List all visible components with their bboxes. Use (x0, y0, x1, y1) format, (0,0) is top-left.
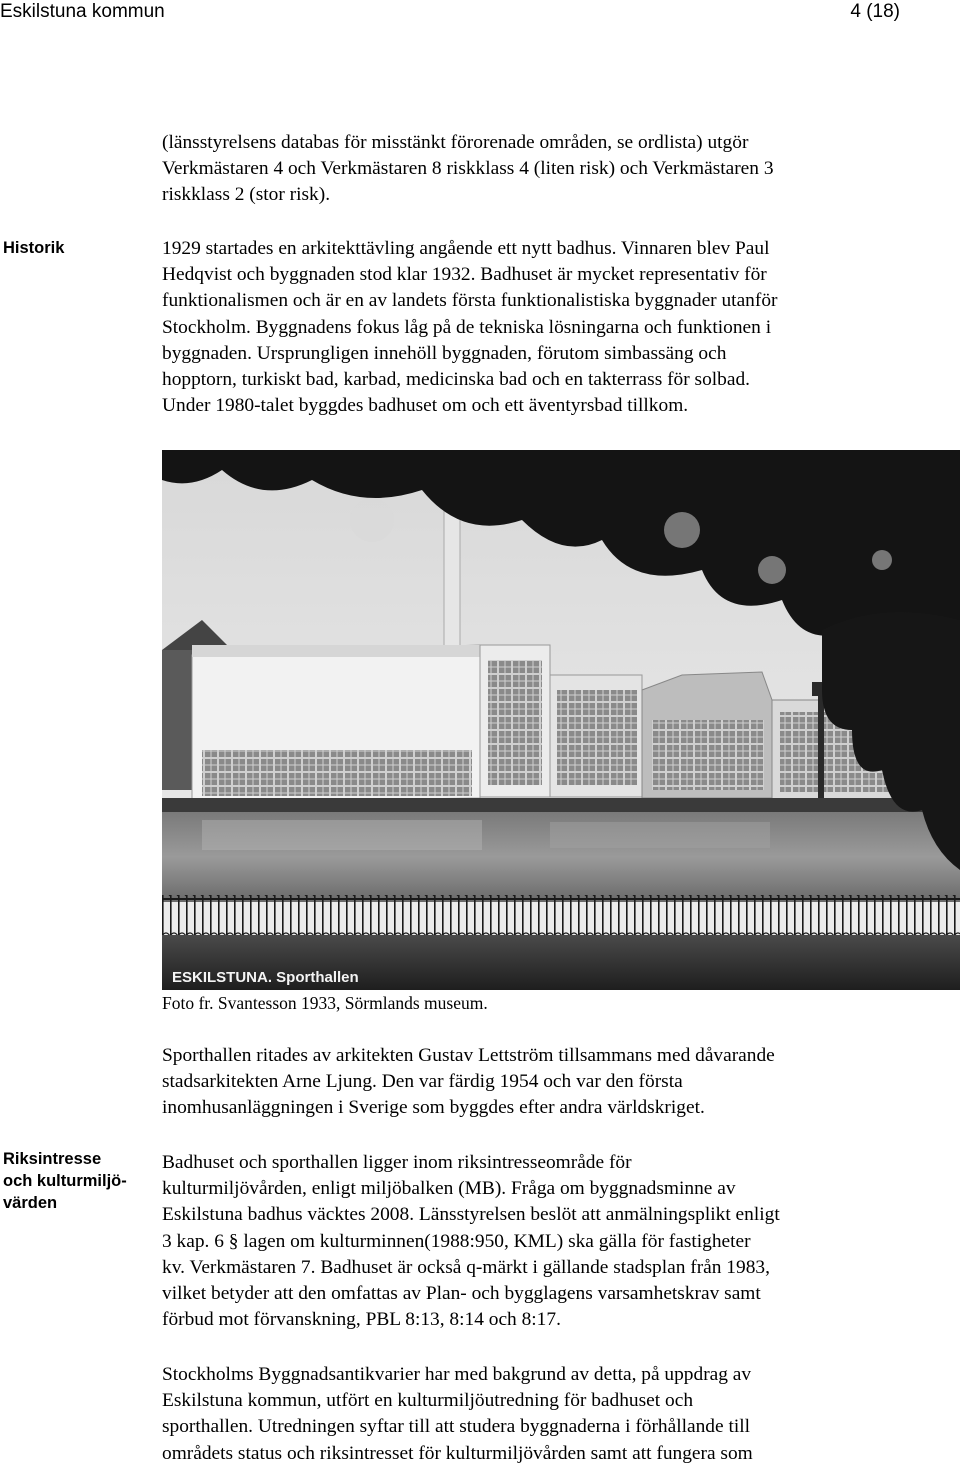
text-line: inomhusanläggningen i Sverige som byggdes efter andra världskriget. (162, 1097, 705, 1119)
header-organization: Eskilstuna kommun (0, 1, 165, 22)
photo-inscription: ESKILSTUNA. Sporthallen (172, 969, 359, 986)
label-line: Riksintresse (3, 1150, 102, 1168)
text-line: funktionalismen och är en av landets första funktionalistiska byggnader utanför (162, 290, 778, 312)
text-line: Stockholms Byggnadsantikvarier har med bakgrund av detta, på uppdrag av (162, 1364, 752, 1385)
sporthallen-paragraph (162, 1043, 902, 1122)
section-label-riksintresse (3, 1148, 153, 1214)
text-line: 1929 startades en arkitekttävling angående ett nytt badhus. Vinnaren blev Paul (162, 238, 770, 259)
sporthallen-photo (162, 450, 960, 990)
stockholms-paragraph (162, 1362, 902, 1467)
label-line: värden (3, 1194, 58, 1212)
text-line: byggnaden. Ursprungligen innehöll byggnaden, förutom simbassäng och (162, 342, 727, 364)
text-line: Hedqvist och byggnaden stod klar 1932. Badhuset är mycket representativ för (162, 264, 767, 286)
text-line: sporthallen. Utredningen syftar till att studera byggnaderna i förhållande till (162, 1416, 751, 1438)
text-line: riskklass 2 (stor risk). (162, 184, 331, 206)
riksintresse-paragraph (162, 1150, 902, 1333)
text-line: förbud mot förvanskning, PBL 8:13, 8:14 och 8:17. (162, 1309, 561, 1331)
text-line: kv. Verkmästaren 7. Badhuset är också q-märkt i gällande stadsplan från 1983, (162, 1256, 770, 1278)
label-line: och kulturmiljö- (3, 1172, 127, 1190)
text-line: Verkmästaren 4 och Verkmästaren 8 riskklass 4 (liten risk) och Verkmästaren 3 (162, 158, 774, 180)
text-line: Stockholm. Byggnadens fokus låg på de tekniska lösningarna och funktionen i (162, 316, 772, 338)
text-line: vilket betyder att den omfattas av Plan- och bygglagens varsamhetskrav samt (162, 1283, 761, 1305)
text-line: Sporthallen ritades av arkitekten Gustav Lettström tillsammans med dåvarande (162, 1045, 775, 1066)
text-line: Eskilstuna badhus väcktes 2008. Länsstyrelsen beslöt att anmälningsplikt enligt (162, 1204, 780, 1226)
text-line: Under 1980-talet byggdes badhuset om och ett äventyrsbad tillkom. (162, 395, 689, 417)
section-label-historik: Historik (3, 239, 65, 257)
intro-paragraph (162, 130, 902, 209)
text-line: hopptorn, turkiskt bad, karbad, medicinska bad och en takterrass för solbad. (162, 369, 751, 391)
text-line: Badhuset och sporthallen ligger inom riksintresseområde för (162, 1152, 632, 1173)
historik-paragraph (162, 236, 902, 419)
photo-caption: Foto fr. Svantesson 1933, Sörmlands museum. (162, 993, 488, 1013)
text-line: stadsarkitekten Arne Ljung. Den var färdig 1954 och var den första (162, 1071, 683, 1093)
text-line: områdets status och riksintresset för kulturmiljövården samt att fungera som (162, 1442, 753, 1464)
header-page-number: 4 (18) (850, 1, 900, 22)
text-line: Eskilstuna kommun, utfört en kulturmiljöutredning för badhuset och (162, 1390, 694, 1412)
text-line: (länsstyrelsens databas för misstänkt förorenade områden, se ordlista) utgör (162, 132, 749, 153)
text-line: kulturmiljövården, enligt miljöbalken (MB). Fråga om byggnadsminne av (162, 1178, 736, 1200)
text-line: 3 kap. 6 § lagen om kulturminnen(1988:950, KML) ska gälla för fastigheter (162, 1230, 751, 1252)
